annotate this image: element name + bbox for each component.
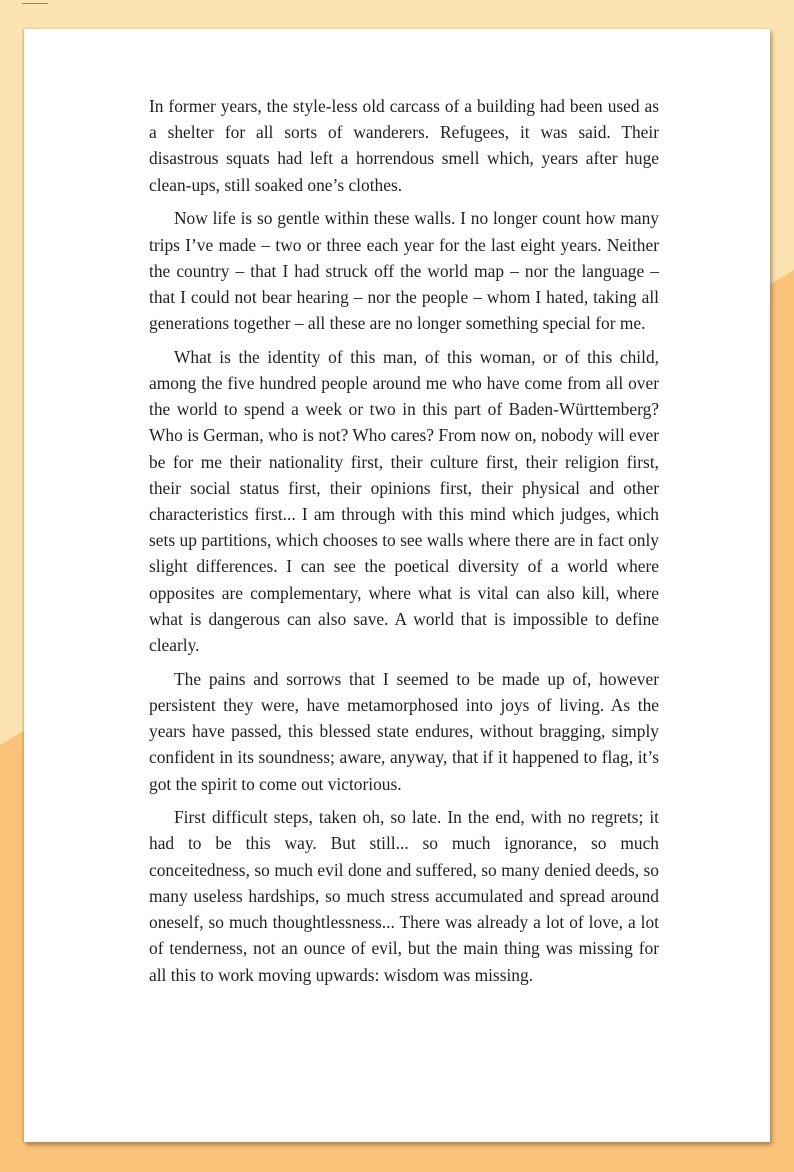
paragraph-3: What is the identity of this man, of this woman, or of this child, among the five hundred people around me who have come from all over the world to spend a week or two in this part of Baden-Württemberg? Who is German, who is not? Who cares? From now on, nobody will ever be for me their nationality first, their culture first, their religion first, their social status first, their opinions first, their physical and other characteristics first... I am through with this mind which judges, which sets up partitions, which chooses to see walls where there are in fact only slight differences. I can see the poetical diversity of a world where opposites are complementary, where what is vital can also kill, where what is dangerous can also save. A world that is impossible to define clearly.: [149, 346, 659, 656]
paragraph-1: In former years, the style-less old carcass of a building had been used as a shelter for all sorts of wanderers. Refugees, it was said. Their disastrous squats had left a horrendous smell which, years after huge clean-ups, still soaked one’s clothes.: [149, 96, 659, 195]
paragraph-5: First difficult steps, taken oh, so late. In the end, with no regrets; it had to be this way. But still... so much ignorance, so much conceitedness, so much evil done and suffered, so many denied deeds, so many useless hardships, so much stress accumulated and spread around oneself, so much thoughtlessness... There was already a lot of love, a lot of tenderness, not an ounce of evil, but the main thing was missing for all this to work moving upwards: wisdom was missing.: [149, 807, 659, 985]
paragraph-4: The pains and sorrows that I seemed to be made up of, however persistent they were, have metamorphosed into joys of living. As the years have passed, this blessed state endures, without bragging, simply confident in its soundness; aware, anyway, that if it happened to flag, it’s got the spirit to come out victorious.: [149, 668, 659, 794]
crop-mark: [22, 3, 48, 4]
body-text: [149, 93, 659, 995]
paragraph-2: Now life is so gentle within these walls. I no longer count how many trips I’ve made – two or three each year for the last eight years. Neither the country – that I had struck off the world map – nor the language – that I could not bear hearing – nor the people – whom I hated, taking all generations together – all these are no longer something special for me.: [149, 208, 659, 334]
document-page: [24, 29, 770, 1142]
